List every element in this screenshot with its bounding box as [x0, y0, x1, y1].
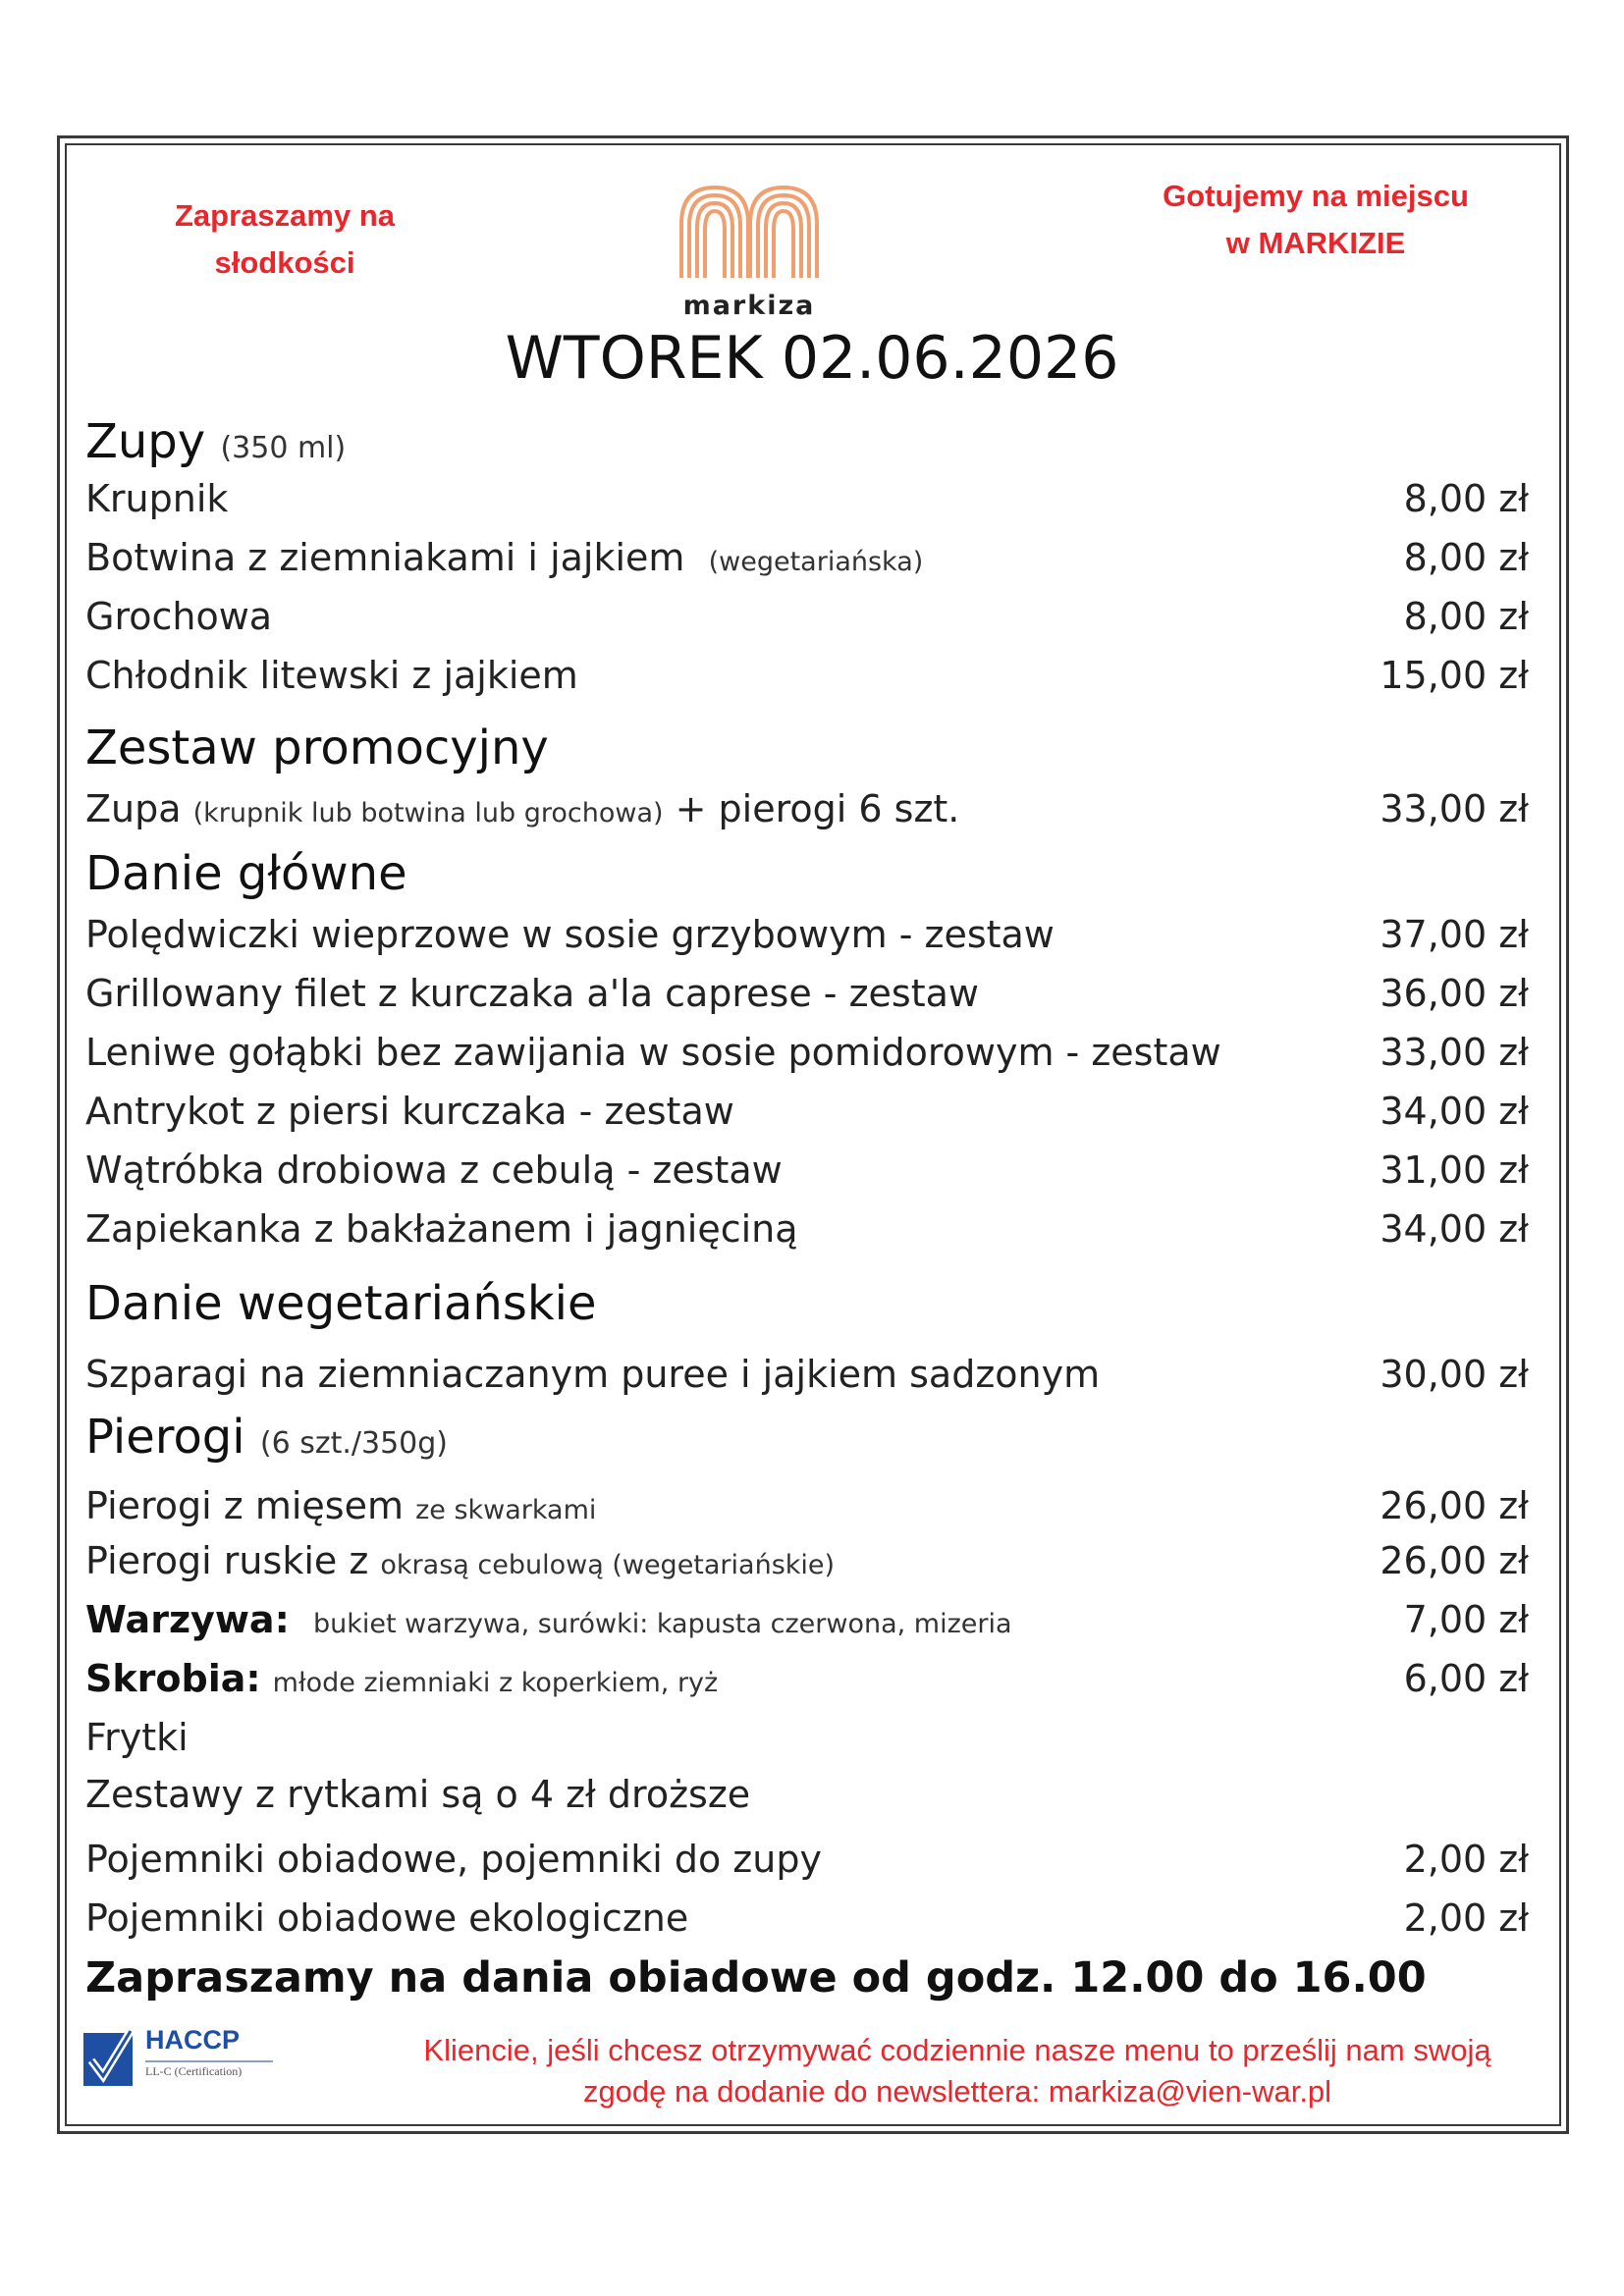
item-note: ze skwarkami	[415, 1495, 597, 1525]
section-title: Zestaw promocyjny	[85, 721, 549, 775]
haccp-badge	[81, 2025, 278, 2090]
item-name: Frytki	[85, 1716, 189, 1759]
item-name: Krupnik	[85, 477, 229, 520]
menu-item	[85, 1891, 1529, 1946]
item-name	[85, 1478, 596, 1538]
menu-item	[85, 589, 1529, 644]
newsletter-line2: zgodę na dodanie do newslettera: markiza@vien-war.pl	[582, 2074, 1332, 2109]
markiza-logo	[676, 180, 823, 321]
item-name: Leniwe gołąbki bez zawijania w sosie pomidorowym - zestaw	[85, 1031, 1221, 1074]
item-price: 8,00 zł	[1403, 536, 1529, 579]
item-name	[85, 1651, 718, 1711]
menu-item	[85, 1533, 1529, 1588]
haccp-subtitle: LL-C (Certification)	[145, 2064, 243, 2078]
item-name	[85, 1533, 835, 1593]
item-name: Grillowany filet z kurczaka a'la caprese - zestaw	[85, 972, 979, 1015]
item-name-text: Zupa	[85, 787, 182, 830]
section-note: (6 szt./350g)	[259, 1426, 448, 1461]
menu-item	[85, 907, 1529, 962]
menu-item	[85, 1832, 1529, 1887]
item-name	[85, 781, 959, 841]
item-name: Polędwiczki wieprzowe w sosie grzybowym - zestaw	[85, 913, 1055, 956]
menu-item	[85, 1084, 1529, 1139]
newsletter-line1: Kliencie, jeśli chcesz otrzymywać codziennie nasze menu to prześlij nam swoją	[423, 2033, 1491, 2067]
item-price: 37,00 zł	[1380, 913, 1529, 956]
section-title: Pierogi	[85, 1410, 245, 1465]
item-price: 33,00 zł	[1380, 787, 1529, 830]
menu-item	[85, 966, 1529, 1021]
section-title: Danie główne	[85, 846, 407, 901]
item-name-text: Botwina z ziemniakami i jajkiem	[85, 536, 685, 579]
markiza-logo-icon	[676, 180, 823, 283]
cooking-note	[1129, 173, 1502, 267]
section-heading-soups	[85, 410, 346, 480]
item-name-text: Pierogi ruskie z	[85, 1539, 369, 1582]
item-name-text: Pierogi z mięsem	[85, 1484, 404, 1527]
opening-hours: Zapraszamy na dania obiadowe od godz. 12.00 do 16.00	[85, 1953, 1427, 2002]
item-price: 15,00 zł	[1380, 654, 1529, 697]
item-price: 30,00 zł	[1380, 1353, 1529, 1396]
item-note: bukiet warzywa, surówki: kapusta czerwona, mizeria	[312, 1609, 1012, 1639]
section-heading-pierogi	[85, 1406, 448, 1475]
cooking-note-line1: Gotujemy na miejscu	[1163, 179, 1469, 213]
section-note: (350 ml)	[220, 431, 347, 465]
haccp-divider	[145, 2060, 273, 2062]
item-name: Wątróbka drobiowa z cebulą - zestaw	[85, 1148, 783, 1192]
menu-item	[85, 1143, 1529, 1198]
item-price: 2,00 zł	[1403, 1896, 1529, 1940]
item-price: 8,00 zł	[1403, 477, 1529, 520]
item-note: (krupnik lub botwina lub grochowa)	[192, 798, 664, 828]
item-name: Zestawy z rytkami są o 4 zł droższe	[85, 1773, 751, 1816]
item-name: Antrykot z piersi kurczaka - zestaw	[85, 1090, 734, 1133]
item-name-after: + pierogi 6 szt.	[675, 787, 960, 830]
item-name: Zapiekanka z bakłażanem i jagnięciną	[85, 1207, 798, 1251]
frytki-note	[85, 1767, 1529, 1822]
item-note: młode ziemniaki z koperkiem, ryż	[272, 1668, 719, 1698]
section-heading-vegetarian	[85, 1272, 597, 1335]
item-note: okrasą cebulową (wegetariańskie)	[380, 1550, 836, 1580]
item-price: 26,00 zł	[1380, 1484, 1529, 1527]
day-title: WTOREK 02.06.2026	[505, 324, 1119, 393]
item-price: 8,00 zł	[1403, 595, 1529, 638]
item-price: 6,00 zł	[1403, 1657, 1529, 1700]
item-price: 34,00 zł	[1380, 1090, 1529, 1133]
section-heading-mains	[85, 842, 407, 905]
menu-item-warzywa	[85, 1592, 1529, 1647]
item-price: 31,00 zł	[1380, 1148, 1529, 1192]
newsletter-note	[383, 2030, 1532, 2112]
menu-item	[85, 1478, 1529, 1533]
menu-item	[85, 1201, 1529, 1256]
menu-item-frytki	[85, 1710, 1529, 1765]
item-name: Pojemniki obiadowe ekologiczne	[85, 1896, 689, 1940]
sweets-note-line2: słodkości	[214, 245, 355, 280]
item-name: Chłodnik litewski z jajkiem	[85, 654, 578, 697]
checkmark-icon	[81, 2027, 136, 2088]
sweets-note	[157, 192, 412, 287]
item-name: Szparagi na ziemniaczanym puree i jajkiem sadzonym	[85, 1353, 1101, 1396]
haccp-label: HACCP	[145, 2025, 241, 2055]
item-price: 33,00 zł	[1380, 1031, 1529, 1074]
item-label: Warzywa:	[85, 1598, 290, 1641]
item-name: Grochowa	[85, 595, 273, 638]
item-name	[85, 1592, 1012, 1652]
item-name	[85, 530, 923, 590]
logo-wordmark: markiza	[682, 291, 816, 321]
item-label: Skrobia:	[85, 1657, 261, 1700]
cooking-note-line2: w MARKIZIE	[1225, 226, 1406, 260]
menu-item	[85, 1347, 1529, 1402]
item-price: 34,00 zł	[1380, 1207, 1529, 1251]
menu-item	[85, 471, 1529, 526]
menu-item-skrobia	[85, 1651, 1529, 1706]
menu-item	[85, 530, 1529, 585]
section-title: Danie wegetariańskie	[85, 1276, 597, 1331]
item-price: 36,00 zł	[1380, 972, 1529, 1015]
section-title: Zupy	[85, 414, 206, 469]
menu-item	[85, 648, 1529, 703]
item-name: Pojemniki obiadowe, pojemniki do zupy	[85, 1838, 822, 1881]
menu-item	[85, 1025, 1529, 1080]
item-price: 2,00 zł	[1403, 1838, 1529, 1881]
item-price: 26,00 zł	[1380, 1539, 1529, 1582]
item-price: 7,00 zł	[1403, 1598, 1529, 1641]
sweets-note-line1: Zapraszamy na	[175, 198, 395, 233]
item-note: (wegetariańska)	[708, 547, 924, 577]
menu-item	[85, 781, 1529, 836]
section-heading-promo	[85, 717, 549, 779]
